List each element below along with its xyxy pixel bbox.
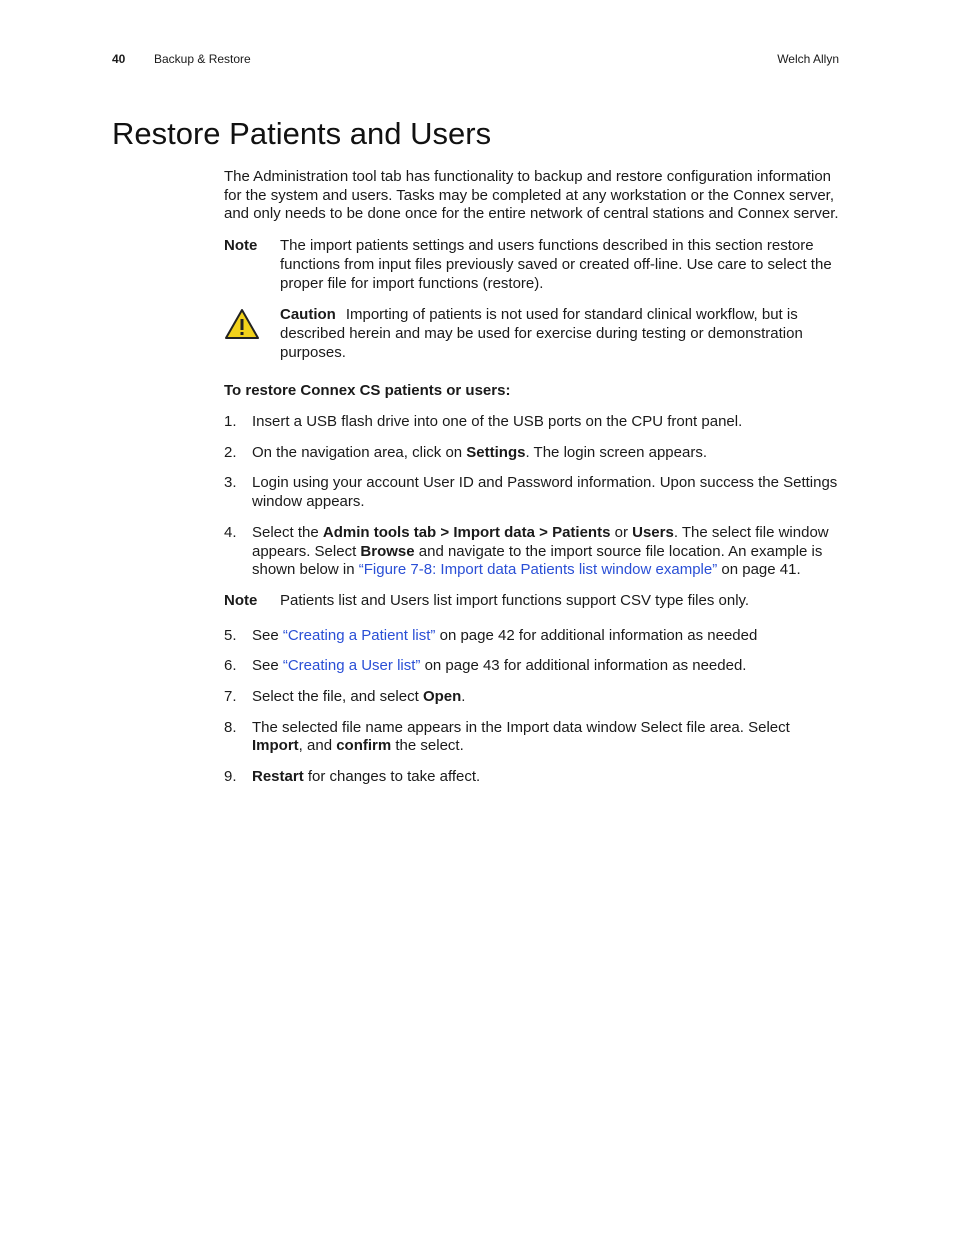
- step-8: [224, 719, 840, 756]
- step-7: [224, 688, 840, 707]
- step-text: Restart for changes to take affect.: [252, 768, 481, 786]
- step-2: [224, 444, 840, 463]
- procedure-steps: [224, 413, 840, 580]
- step-9: [224, 768, 840, 787]
- main-content: [224, 168, 840, 799]
- caution-label: Caution: [280, 306, 336, 324]
- page-header: [112, 52, 839, 70]
- step-number: 9.: [224, 768, 237, 786]
- procedure-steps-continued: [224, 627, 840, 787]
- caution-body: Importing of patients is not used for standard clinical workflow, but is described herein and may be used for exercise during testing or demonstration purposes.: [280, 306, 803, 361]
- procedure-heading: To restore Connex CS patients or users:: [224, 382, 511, 400]
- step-1: [224, 413, 840, 432]
- step-4: [224, 524, 840, 580]
- page-number: 40: [112, 52, 126, 66]
- step-text: Select the Admin tools tab > Import data > Patients or Users. The select file window appears. Select Browse and navigate to the import source file location. An example is shown below in “Figure 7-8: Import data Patients list window example” on page 41.: [252, 523, 829, 579]
- user-list-link[interactable]: “Creating a User list”: [282, 657, 421, 675]
- step-number: 6.: [224, 657, 237, 675]
- intro-paragraph: The Administration tool tab has functionality to backup and restore configuration information for the system and users. Tasks may be completed at any workstation or the Connex server, and only needs to be done once for the entire network of central stations and Connex server.: [224, 168, 839, 223]
- step-text: Insert a USB flash drive into one of the USB ports on the CPU front panel.: [252, 413, 743, 431]
- section-name: Backup & Restore: [154, 52, 251, 66]
- step-text: The selected file name appears in the Import data window Select file area. Select Import, and confirm the select.: [252, 718, 790, 755]
- brand-name: Welch Allyn: [777, 52, 839, 66]
- figure-link[interactable]: “Figure 7-8: Import data Patients list window example”: [358, 561, 718, 579]
- step-number: 7.: [224, 688, 237, 706]
- step-text: Login using your account User ID and Password information. Upon success the Settings window appears.: [252, 474, 838, 511]
- caution-text: [280, 306, 840, 362]
- step-number: 4.: [224, 523, 237, 541]
- patient-list-link[interactable]: “Creating a Patient list”: [282, 626, 436, 644]
- page-title: Restore Patients and Users: [112, 116, 492, 151]
- step-number: 5.: [224, 626, 237, 644]
- step-5: [224, 627, 840, 646]
- step-number: 2.: [224, 443, 237, 461]
- step-3: [224, 474, 840, 511]
- caution-block: [224, 306, 840, 362]
- step-text: See “Creating a User list” on page 43 for additional information as needed.: [252, 657, 747, 675]
- step-text: On the navigation area, click on Settings. The login screen appears.: [252, 443, 707, 461]
- note-label: Note: [224, 237, 258, 255]
- step-text: See “Creating a Patient list” on page 42 for additional information as needed: [252, 626, 758, 644]
- note-block: [224, 592, 840, 611]
- note-block: [224, 237, 840, 293]
- step-text: Select the file, and select Open.: [252, 688, 466, 706]
- warning-triangle-icon: [224, 306, 280, 362]
- step-number: 8.: [224, 718, 237, 736]
- step-number: 3.: [224, 474, 237, 492]
- step-number: 1.: [224, 413, 237, 431]
- step-6: [224, 657, 840, 676]
- note-text: Patients list and Users list import functions support CSV type files only.: [280, 591, 750, 609]
- note-text: The import patients settings and users functions described in this section restore functions from input files previously saved or created off-line. Use care to select the proper file for import functions (restore).: [280, 237, 832, 292]
- note-label: Note: [224, 591, 258, 609]
